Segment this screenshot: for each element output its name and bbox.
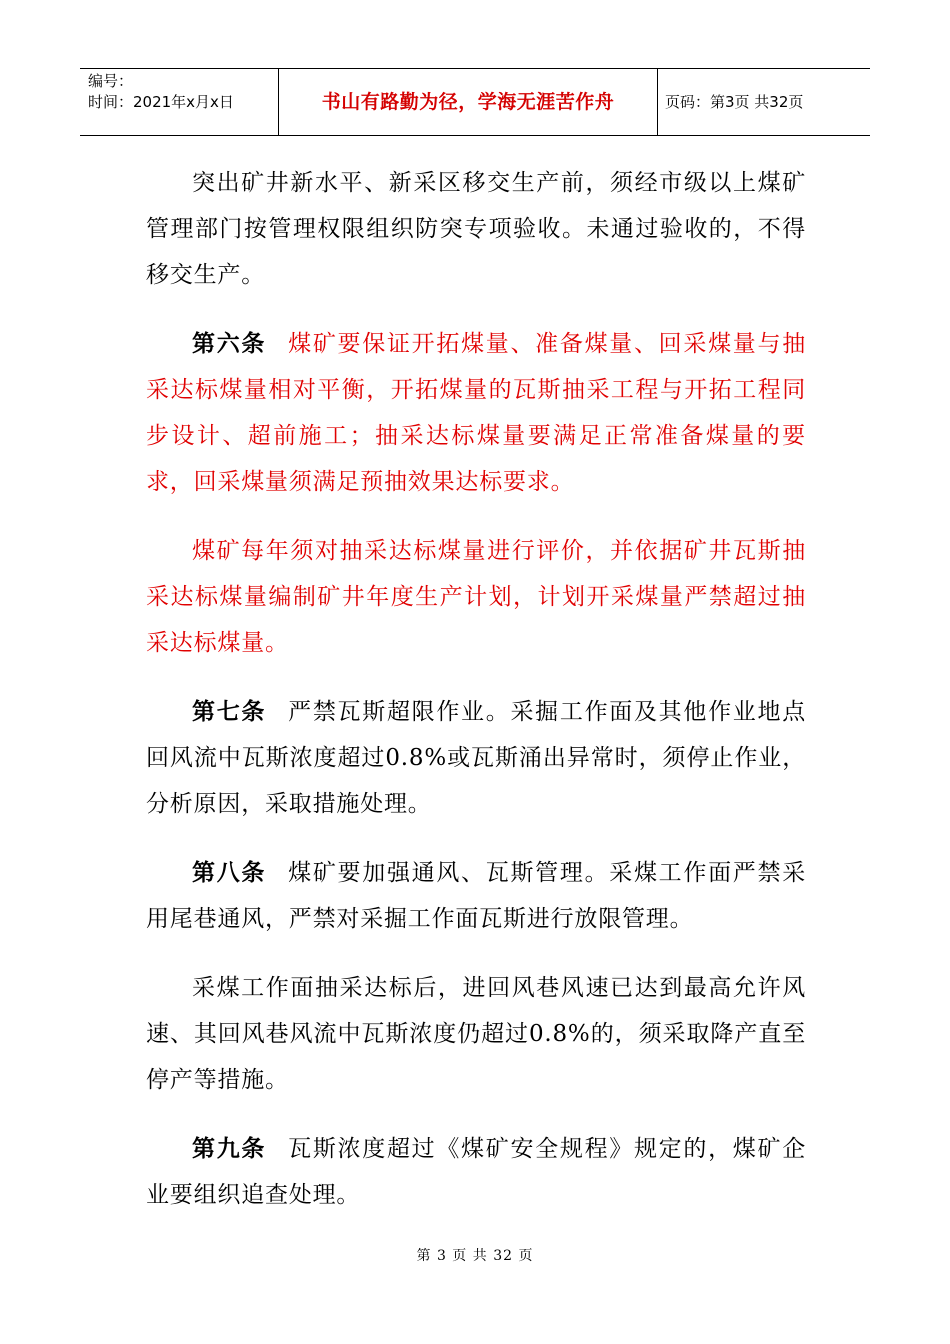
paragraph [146, 965, 806, 1103]
document-body [146, 160, 806, 1241]
header-divider [657, 69, 658, 135]
paragraph [146, 160, 806, 298]
article-number: 第九条 [192, 1136, 267, 1162]
paragraph-text: 瓦斯浓度超过《煤矿安全规程》规定的，煤矿企业要组织追查处理。 [146, 1136, 806, 1208]
document-time-label: 时间：2021年x月x日 [88, 93, 234, 111]
paragraph-text: 煤矿要加强通风、瓦斯管理。采煤工作面严禁采用尾巷通风，严禁对采掘工作面瓦斯进行放限管理。 [146, 860, 806, 932]
paragraph-text: 煤矿每年须对抽采达标煤量进行评价，并依据矿井瓦斯抽采达标煤量编制矿井年度生产计划，计划开采煤量严禁超过抽采达标煤量。 [146, 538, 806, 656]
paragraph-text: 突出矿井新水平、新采区移交生产前，须经市级以上煤矿管理部门按管理权限组织防突专项验收。未通过验收的，不得移交生产。 [146, 170, 806, 288]
article-number: 第八条 [192, 860, 267, 886]
header-motto: 书山有路勤为径，学海无涯苦作舟 [321, 91, 615, 113]
page-header [80, 68, 870, 136]
paragraph-text: 煤矿要保证开拓煤量、准备煤量、回采煤量与抽采达标煤量相对平衡，开拓煤量的瓦斯抽采工程与开拓工程同步设计、超前施工；抽采达标煤量要满足正常准备煤量的要求，回采煤量须满足预抽效果达标要求。 [146, 331, 806, 495]
paragraph [146, 528, 806, 666]
paragraph [146, 321, 806, 505]
article-number: 第六条 [192, 331, 267, 357]
paragraph-text: 采煤工作面抽采达标后，进回风巷风速已达到最高允许风速、其回风巷风流中瓦斯浓度仍超过0.8%的，须采取降产直至停产等措施。 [146, 975, 806, 1093]
paragraph [146, 1126, 806, 1218]
paragraph [146, 850, 806, 942]
paragraph [146, 689, 806, 827]
page-footer: 第 3 页 共 32 页 [416, 1248, 534, 1264]
paragraph-text: 严禁瓦斯超限作业。采掘工作面及其他作业地点回风流中瓦斯浓度超过0.8%或瓦斯涌出异常时，须停止作业，分析原因，采取措施处理。 [146, 699, 806, 817]
document-number-label: 编号： [88, 72, 134, 90]
header-meta [88, 71, 278, 113]
header-page-info: 页码：第3页 共32页 [665, 93, 804, 111]
article-number: 第七条 [192, 699, 267, 725]
